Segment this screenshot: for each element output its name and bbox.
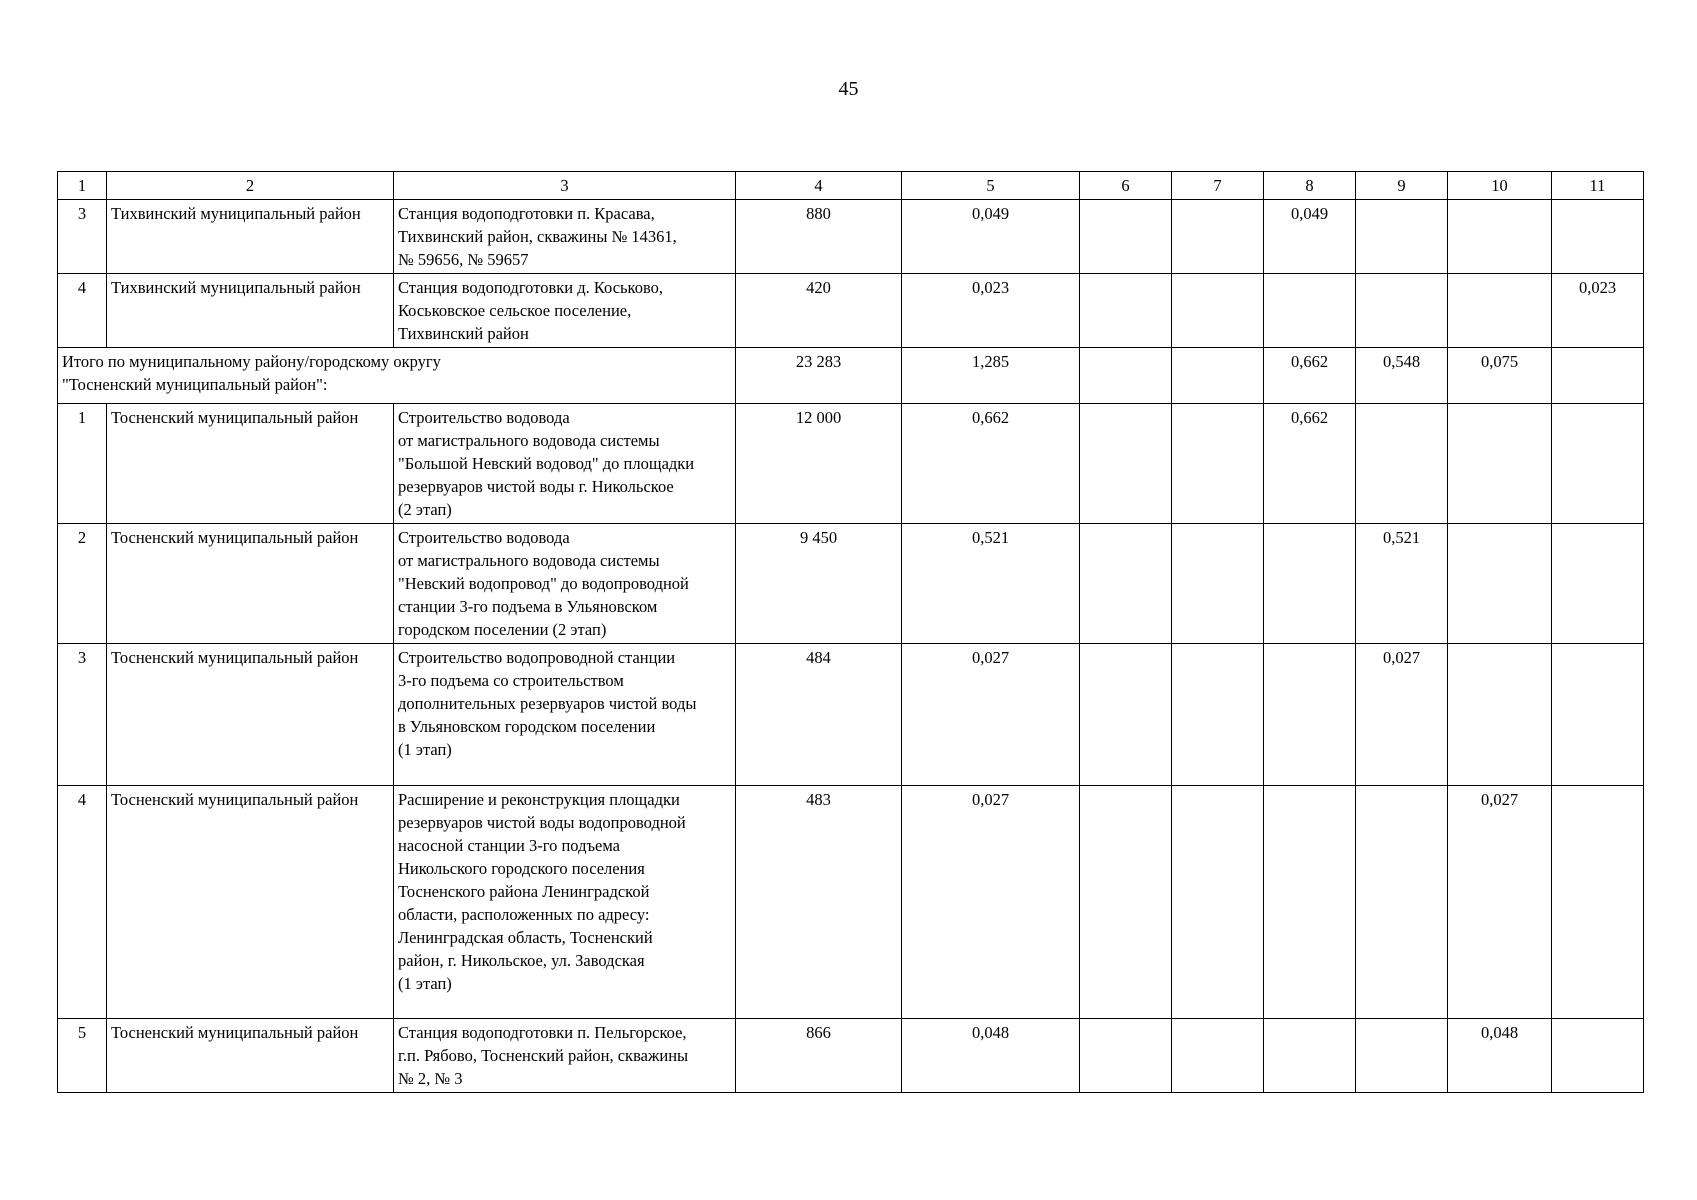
value-cell-10	[1448, 274, 1552, 348]
total-row	[58, 348, 1644, 404]
value-cell-11	[1552, 644, 1644, 786]
value-cell-10: 0,027	[1448, 786, 1552, 1019]
row-number: 4	[58, 786, 107, 1019]
table-row	[58, 786, 1644, 1019]
text-line: (2 этап)	[398, 500, 452, 519]
district-name: Тосненский муниципальный район	[107, 786, 394, 1019]
value-cell-7	[1172, 1019, 1264, 1093]
district-name: Тихвинский муниципальный район	[107, 200, 394, 274]
value-cell-10	[1448, 644, 1552, 786]
value-cell-5: 0,521	[902, 524, 1080, 644]
table-row	[58, 644, 1644, 786]
text-line: 3-го подъема со строительством	[398, 671, 624, 690]
object-description	[394, 274, 736, 348]
value-cell-5: 0,049	[902, 200, 1080, 274]
value-cell-8	[1264, 274, 1356, 348]
value-cell-7	[1172, 348, 1264, 404]
value-cell-7	[1172, 644, 1264, 786]
text-line: от магистрального водовода системы	[398, 551, 660, 570]
value-cell-9: 0,027	[1356, 644, 1448, 786]
value-cell-4: 9 450	[736, 524, 902, 644]
value-cell-6	[1080, 644, 1172, 786]
text-line: области, расположенных по адресу:	[398, 905, 650, 924]
text-line: Строительство водовода	[398, 528, 570, 547]
text-line: район, г. Никольское, ул. Заводская	[398, 951, 645, 970]
value-cell-7	[1172, 200, 1264, 274]
value-cell-9	[1356, 200, 1448, 274]
text-line: Коськовское сельское поселение,	[398, 301, 632, 320]
value-cell-7	[1172, 404, 1264, 524]
header-cell: 7	[1172, 172, 1264, 200]
value-cell-4: 484	[736, 644, 902, 786]
text-line: "Невский водопровод" до водопроводной	[398, 574, 689, 593]
value-cell-6	[1080, 200, 1172, 274]
value-cell-9	[1356, 404, 1448, 524]
row-number: 3	[58, 200, 107, 274]
value-cell-8: 0,662	[1264, 348, 1356, 404]
text-line: Расширение и реконструкция площадки	[398, 790, 680, 809]
header-cell: 11	[1552, 172, 1644, 200]
text-line: дополнительных резервуаров чистой воды	[398, 694, 697, 713]
row-number: 2	[58, 524, 107, 644]
value-cell-10	[1448, 524, 1552, 644]
header-cell: 5	[902, 172, 1080, 200]
value-cell-5: 0,023	[902, 274, 1080, 348]
header-cell: 4	[736, 172, 902, 200]
value-cell-11	[1552, 200, 1644, 274]
text-line: в Ульяновском городском поселении	[398, 717, 656, 736]
value-cell-5: 0,027	[902, 644, 1080, 786]
text-line: № 2, № 3	[398, 1069, 463, 1088]
page-number: 45	[838, 78, 859, 100]
value-cell-6	[1080, 404, 1172, 524]
value-cell-6	[1080, 1019, 1172, 1093]
object-description	[394, 786, 736, 1019]
value-cell-8	[1264, 524, 1356, 644]
text-line: насосной станции 3-го подъема	[398, 836, 620, 855]
district-name: Тосненский муниципальный район	[107, 524, 394, 644]
header-cell: 8	[1264, 172, 1356, 200]
text-line: "Тосненский муниципальный район":	[62, 375, 328, 394]
value-cell-8	[1264, 644, 1356, 786]
text-line: резервуаров чистой воды г. Никольское	[398, 477, 674, 496]
object-description	[394, 524, 736, 644]
value-cell-11	[1552, 524, 1644, 644]
text-line: № 59656, № 59657	[398, 250, 529, 269]
text-line: Станция водоподготовки д. Коськово,	[398, 278, 664, 297]
district-name: Тосненский муниципальный район	[107, 644, 394, 786]
value-cell-5: 1,285	[902, 348, 1080, 404]
table-row	[58, 404, 1644, 524]
table-row	[58, 524, 1644, 644]
row-number: 1	[58, 404, 107, 524]
value-cell-11	[1552, 348, 1644, 404]
table-row	[58, 274, 1644, 348]
table-row	[58, 1019, 1644, 1093]
table-header-row	[58, 172, 1644, 200]
table-body	[58, 172, 1644, 1093]
value-cell-11	[1552, 404, 1644, 524]
text-line: Станция водоподготовки п. Красава,	[398, 204, 655, 223]
text-line: (1 этап)	[398, 740, 452, 759]
value-cell-9	[1356, 1019, 1448, 1093]
district-name: Тосненский муниципальный район	[107, 1019, 394, 1093]
text-line: Строительство водовода	[398, 408, 570, 427]
object-description	[394, 404, 736, 524]
district-name: Тихвинский муниципальный район	[107, 274, 394, 348]
value-cell-9: 0,548	[1356, 348, 1448, 404]
text-line: резервуаров чистой воды водопроводной	[398, 813, 686, 832]
value-cell-7	[1172, 274, 1264, 348]
row-number: 4	[58, 274, 107, 348]
text-line: (1 этап)	[398, 974, 452, 993]
value-cell-5: 0,027	[902, 786, 1080, 1019]
value-cell-4: 483	[736, 786, 902, 1019]
value-cell-6	[1080, 348, 1172, 404]
text-line: Ленинградская область, Тосненский	[398, 928, 653, 947]
header-cell: 1	[58, 172, 107, 200]
value-cell-7	[1172, 786, 1264, 1019]
value-cell-8: 0,662	[1264, 404, 1356, 524]
value-cell-6	[1080, 786, 1172, 1019]
object-description	[394, 644, 736, 786]
header-cell: 9	[1356, 172, 1448, 200]
text-line: станции 3-го подъема в Ульяновском	[398, 597, 658, 616]
value-cell-11: 0,023	[1552, 274, 1644, 348]
total-label	[58, 348, 736, 404]
text-line: Тосненского района Ленинградской	[398, 882, 650, 901]
value-cell-10	[1448, 200, 1552, 274]
value-cell-8	[1264, 1019, 1356, 1093]
district-name: Тосненский муниципальный район	[107, 404, 394, 524]
text-line: Станция водоподготовки п. Пельгорское,	[398, 1023, 687, 1042]
value-cell-10	[1448, 404, 1552, 524]
text-line: "Большой Невский водовод" до площадки	[398, 454, 695, 473]
value-cell-5: 0,662	[902, 404, 1080, 524]
object-description	[394, 1019, 736, 1093]
value-cell-4: 866	[736, 1019, 902, 1093]
header-cell: 3	[394, 172, 736, 200]
text-line: от магистрального водовода системы	[398, 431, 660, 450]
header-cell: 6	[1080, 172, 1172, 200]
text-line: Тихвинский район, скважины № 14361,	[398, 227, 677, 246]
header-cell: 10	[1448, 172, 1552, 200]
header-cell: 2	[107, 172, 394, 200]
value-cell-8: 0,049	[1264, 200, 1356, 274]
value-cell-4: 880	[736, 200, 902, 274]
value-cell-10: 0,075	[1448, 348, 1552, 404]
value-cell-4: 420	[736, 274, 902, 348]
value-cell-11	[1552, 786, 1644, 1019]
value-cell-7	[1172, 524, 1264, 644]
value-cell-10: 0,048	[1448, 1019, 1552, 1093]
data-table	[57, 171, 1644, 1093]
value-cell-4: 12 000	[736, 404, 902, 524]
row-number: 3	[58, 644, 107, 786]
text-line: Тихвинский район	[398, 324, 529, 343]
text-line: Итого по муниципальному району/городскому округу	[62, 352, 441, 371]
value-cell-9: 0,521	[1356, 524, 1448, 644]
value-cell-8	[1264, 786, 1356, 1019]
text-line: г.п. Рябово, Тосненский район, скважины	[398, 1046, 689, 1065]
value-cell-11	[1552, 1019, 1644, 1093]
text-line: Никольского городского поселения	[398, 859, 645, 878]
object-description	[394, 200, 736, 274]
row-number: 5	[58, 1019, 107, 1093]
value-cell-6	[1080, 524, 1172, 644]
text-line: Строительство водопроводной станции	[398, 648, 676, 667]
value-cell-9	[1356, 274, 1448, 348]
table-row	[58, 200, 1644, 274]
value-cell-5: 0,048	[902, 1019, 1080, 1093]
value-cell-9	[1356, 786, 1448, 1019]
text-line: городском поселении (2 этап)	[398, 620, 607, 639]
value-cell-6	[1080, 274, 1172, 348]
value-cell-4: 23 283	[736, 348, 902, 404]
